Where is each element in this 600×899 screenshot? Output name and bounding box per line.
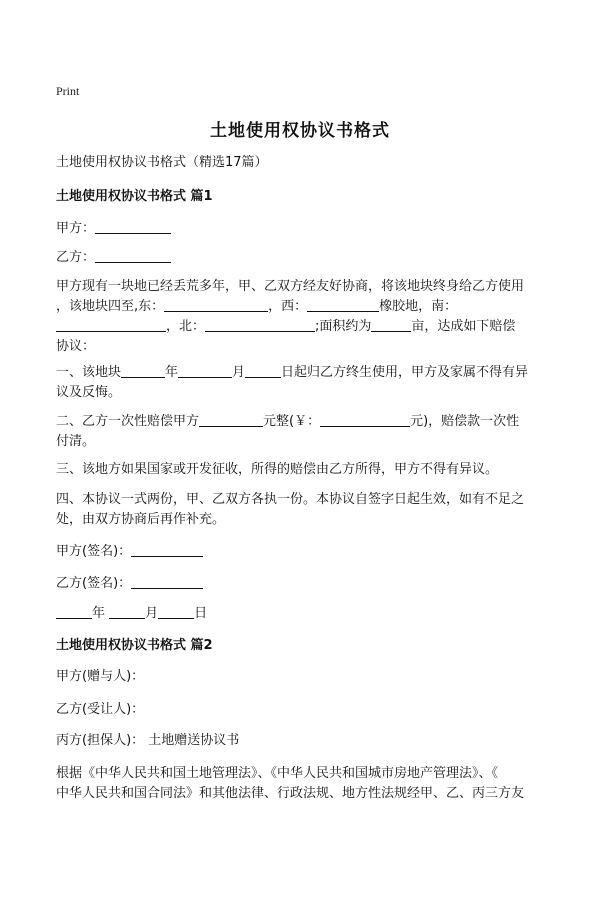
gift-party-b: 乙方(受让人)： [56, 702, 145, 717]
south-blank [56, 317, 166, 332]
clause-1-start: 一、该地块 [56, 365, 122, 380]
subtitle: 土地使用权协议书格式（精选17篇） [56, 155, 268, 170]
date-month: 月 [145, 606, 159, 621]
clause-1-month-blank [178, 363, 232, 378]
clause-1-rest: 日起归乙方终生使用，甲方及家属不得有异 [281, 365, 529, 380]
section-2-heading: 土地使用权协议书格式 篇2 [56, 638, 213, 653]
clause-1-line-2: 议及反悔。 [56, 385, 122, 400]
print-link[interactable]: Print [56, 84, 80, 98]
paragraph-1-line-1: 甲方现有一块地已经丢荒多年，甲、乙双方经友好协商，将该地块终身给乙方使用 [56, 279, 525, 294]
p1-south-label: 橡胶地，南： [379, 299, 458, 314]
date-month-blank [109, 604, 145, 619]
clause-4-line-2: 处，由双方协商后再作补充。 [56, 512, 226, 527]
party-a-blank [95, 219, 171, 234]
clause-1-line-1 [56, 363, 556, 383]
clause-1-day-blank [245, 363, 281, 378]
date-day: 日 [194, 606, 208, 621]
clause-2-amount-blank [199, 412, 263, 427]
p1-north-label: ，北： [166, 319, 206, 334]
party-b-blank [95, 248, 171, 263]
paragraph-1-line-3 [56, 317, 556, 337]
clause-2-figure-blank [320, 412, 410, 427]
clause-2-rest: 元)，赔偿款一次性 [410, 414, 520, 429]
paragraph-1-line-2 [56, 297, 556, 317]
clause-2-line-1 [56, 412, 556, 432]
section-1-heading: 土地使用权协议书格式 篇1 [56, 189, 213, 204]
p1-east-label: ，该地块四至,东： [56, 299, 165, 314]
party-b-label: 乙方： [56, 250, 96, 265]
date-line [56, 604, 556, 624]
clause-2-yuan: 元整(￥： [263, 414, 321, 429]
p1-west-label: ，西： [268, 299, 308, 314]
clause-1-year: 年 [165, 365, 179, 380]
sign-a-blank [131, 542, 203, 557]
party-a-line [56, 219, 556, 239]
north-blank [205, 317, 315, 332]
party-a-label: 甲方： [56, 221, 96, 236]
p1-compensation-label: 亩，达成如下赔偿 [411, 319, 516, 334]
east-blank [164, 297, 268, 312]
clause-1-month: 月 [232, 365, 246, 380]
sign-b-label: 乙方(签名)： [56, 576, 132, 591]
sign-b-line [56, 574, 556, 594]
paragraph-1-line-4: 协议： [56, 339, 96, 354]
gift-party-a: 甲方(赠与人)： [56, 669, 145, 684]
date-day-blank [158, 604, 194, 619]
clause-1-year-blank [121, 363, 165, 378]
section-2-paragraph-line-1: 根据《中华人民共和国土地管理法》、《中华人民共和国城市房地产管理法》、《 [56, 766, 499, 781]
party-b-line [56, 248, 556, 268]
clause-4-line-1: 四、本协议一式两份，甲、乙双方各执一份。本协议自签字日起生效，如有不足之 [56, 492, 525, 507]
clause-3: 三、该地方如果国家或开发征收，所得的赔偿由乙方所得，甲方不得有异议。 [56, 462, 499, 477]
p1-area-label: ;面积约为 [315, 319, 372, 334]
date-year: 年 [92, 606, 106, 621]
sign-a-label: 甲方(签名)： [56, 544, 132, 559]
section-2-paragraph-line-2: 中华人民共和国合同法》和其他法律、行政法规、地方性法规经甲、乙、丙三方友 [56, 786, 525, 801]
clause-2-start: 二、乙方一次性赔偿甲方 [56, 414, 200, 429]
gift-party-c: 丙方(担保人)： 土地赠送协议书 [56, 733, 240, 748]
sign-a-line [56, 542, 556, 562]
clause-2-line-2: 付清。 [56, 434, 96, 449]
sign-b-blank [131, 574, 203, 589]
page-title: 土地使用权协议书格式 [210, 121, 390, 141]
date-year-blank [56, 604, 92, 619]
area-blank [371, 317, 411, 332]
west-blank [307, 297, 379, 312]
